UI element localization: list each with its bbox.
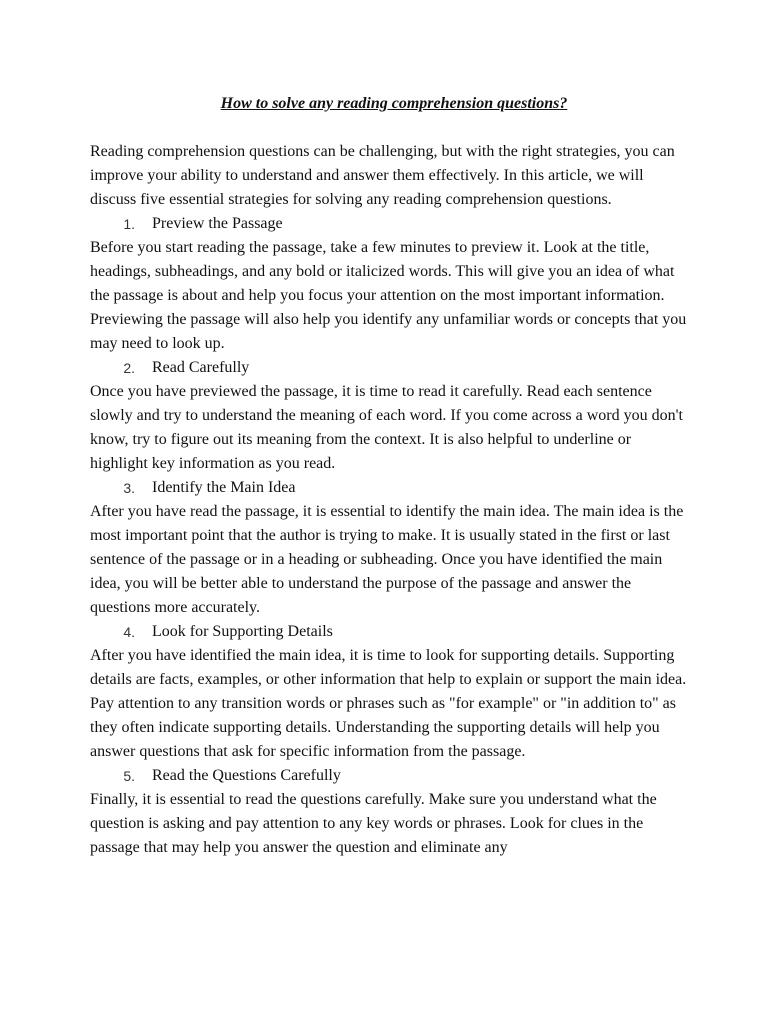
list-item-4 bbox=[90, 620, 690, 644]
list-number: 4. bbox=[123, 624, 135, 640]
section-heading: Identify the Main Idea bbox=[152, 479, 296, 496]
document-page bbox=[90, 92, 690, 860]
section-body: After you have read the passage, it is essential to identify the main idea. The main idea is the most important point that the author is trying to make. It is usually stated in the first or last sentence of the passage or in a heading or subheading. Once you have identified the main idea, you will be better able to understand the purpose of the passage and answer the questions more accurately. bbox=[90, 503, 684, 616]
section-body: Finally, it is essential to read the questions carefully. Make sure you understand what the question is asking and pay attention to any key words or phrases. Look for clues in the passage that may help you answer the question and eliminate any bbox=[90, 791, 657, 856]
section-body: After you have identified the main idea, it is time to look for supporting details. Supporting details are facts, examples, or other information that help to explain or support the main idea. Pay attention to any transition words or phrases such as "for example" or "in addition to" as they often indicate supporting details. Understanding the supporting details will help you answer questions that ask for specific information from the passage. bbox=[90, 647, 687, 760]
section-heading: Look for Supporting Details bbox=[152, 623, 333, 640]
list-item-2 bbox=[90, 356, 690, 380]
list-item-5 bbox=[90, 764, 690, 788]
list-number: 1. bbox=[123, 216, 135, 232]
list-number: 5. bbox=[123, 768, 135, 784]
section-body: Before you start reading the passage, take a few minutes to preview it. Look at the title, headings, subheadings, and any bold or italicized words. This will give you an idea of what the passage is about and help you focus your attention on the most important information. Previewing the passage will also help you identify any unfamiliar words or concepts that you may need to look up. bbox=[90, 239, 687, 352]
intro-paragraph: Reading comprehension questions can be challenging, but with the right strategies, you can improve your ability to understand and answer them effectively. In this article, we will discuss five essential strategies for solving any reading comprehension questions. bbox=[90, 143, 675, 208]
section-heading: Read Carefully bbox=[152, 359, 250, 376]
list-number: 3. bbox=[123, 480, 135, 496]
section-body: Once you have previewed the passage, it is time to read it carefully. Read each sentence slowly and try to understand the meaning of each word. If you come across a word you don't know, try to figure out its meaning from the context. It is also helpful to underline or highlight key information as you read. bbox=[90, 383, 683, 472]
section-heading: Read the Questions Carefully bbox=[152, 767, 341, 784]
section-heading: Preview the Passage bbox=[152, 215, 283, 232]
list-item-1 bbox=[90, 212, 690, 236]
document-title: How to solve any reading comprehension questions? bbox=[220, 95, 568, 112]
list-item-3 bbox=[90, 476, 690, 500]
list-number: 2. bbox=[123, 360, 135, 376]
